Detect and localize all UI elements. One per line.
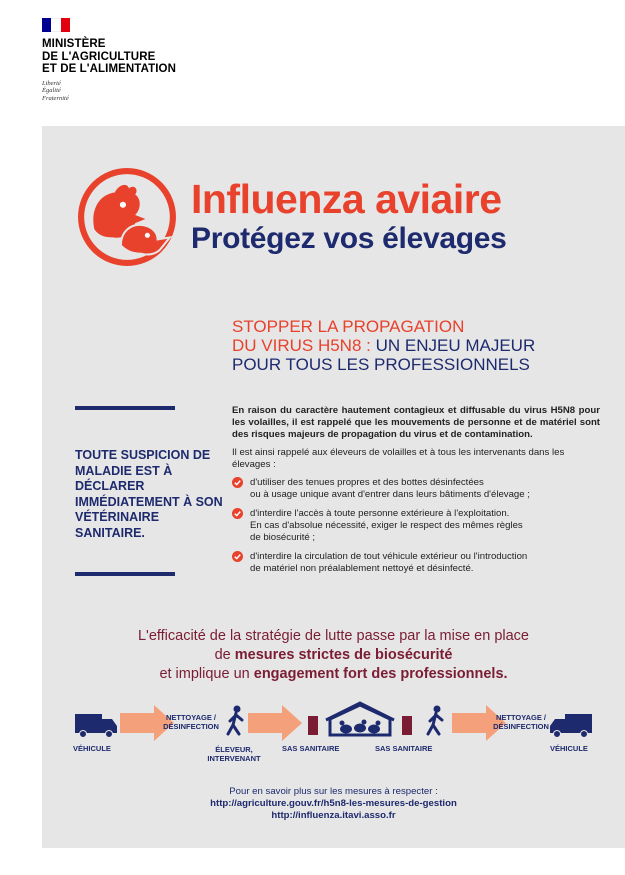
strategy-statement: L'efficacité de la stratégie de lutte passe par la mise en place de mesures strictes de biosécurité et implique un engagement fort des professionnels. bbox=[137, 628, 529, 682]
check-icon bbox=[232, 508, 243, 519]
door-icon bbox=[402, 716, 412, 735]
walking-person-icon bbox=[228, 706, 242, 735]
ministry-name: MINISTÈRE DE L'AGRICULTURE ET DE L'ALIMENTATION bbox=[42, 38, 176, 75]
sas-label-left: SAS SANITAIRE bbox=[282, 744, 340, 753]
republic-motto: Liberté Égalité Fraternité bbox=[42, 79, 69, 102]
list-item: d'interdire l'accès à toute personne extérieure à l'exploitation. En cas d'absolue nécessité, exiger le respect des mêmes règles de biosécurité ; bbox=[232, 508, 600, 544]
truck-icon bbox=[550, 714, 592, 738]
divider-top bbox=[75, 406, 175, 410]
cleaning-label-left: NETTOYAGE / DÉSINFECTION bbox=[163, 713, 219, 731]
footer-info: Pour en savoir plus sur les mesures à respecter : http://agriculture.gouv.fr/h5n8-les-mesures-de-gestion http://influenza.itavi.asso.fr bbox=[42, 786, 625, 822]
french-flag-icon bbox=[42, 18, 70, 32]
sas-label-right: SAS SANITAIRE bbox=[375, 744, 433, 753]
check-icon bbox=[232, 551, 243, 562]
cleaning-label-right: NETTOYAGE / DÉSINFECTION bbox=[493, 713, 549, 731]
intro-paragraph: En raison du caractère hautement contagieux et diffusable du virus H5N8 pour les volailles, il est rappelé que les mouvements de personne et de matériel sont des risques majeurs de propagation du virus et de contamination. bbox=[232, 405, 600, 440]
stopper-heading: STOPPER LA PROPAGATION DU VIRUS H5N8 : UN ENJEU MAJEUR POUR TOUS LES PROFESSIONNELS bbox=[232, 317, 536, 374]
vehicle-label-left: VÉHICULE bbox=[73, 744, 111, 753]
chicken-and-duck-heads-icon bbox=[76, 166, 178, 268]
page-subtitle: Protégez vos élevages bbox=[191, 222, 507, 255]
divider-bottom bbox=[75, 572, 175, 576]
breeder-label: ÉLEVEUR, INTERVENANT bbox=[207, 745, 261, 763]
check-icon bbox=[232, 477, 243, 488]
vehicle-label-right: VÉHICULE bbox=[550, 744, 588, 753]
biosecurity-flow bbox=[42, 701, 625, 771]
flow-graphics bbox=[42, 701, 625, 771]
measures-list bbox=[232, 477, 600, 575]
page-title: Influenza aviaire bbox=[191, 176, 502, 222]
ministry-logo bbox=[42, 18, 176, 102]
list-item: d'interdire la circulation de tout véhicule extérieur ou l'introduction de matériel non préalablement nettoyé et désinfecté. bbox=[232, 551, 600, 575]
walking-person-icon bbox=[428, 706, 442, 735]
suspicion-notice: TOUTE SUSPICION DE MALADIE EST À DÉCLARER IMMÉDIATEMENT À SON VÉTÉRINAIRE SANITAIRE. bbox=[75, 448, 223, 540]
truck-icon bbox=[75, 714, 117, 738]
poultry-barn-icon bbox=[326, 703, 394, 735]
body-text bbox=[232, 405, 600, 582]
link-itavi[interactable]: http://influenza.itavi.asso.fr bbox=[271, 810, 396, 821]
list-item: d'utiliser des tenues propres et des bottes désinfectées ou à usage unique avant d'entrer dans leurs bâtiments d'élevage ; bbox=[232, 477, 600, 501]
link-mesures[interactable]: http://agriculture.gouv.fr/h5n8-les-mesures-de-gestion bbox=[210, 798, 457, 809]
lead-paragraph: Il est ainsi rappelé aux éleveurs de volailles et à tous les intervenants dans les élevages : bbox=[232, 447, 565, 470]
poster-panel bbox=[42, 126, 625, 848]
door-icon bbox=[308, 716, 318, 735]
arrow-icon bbox=[248, 705, 302, 741]
